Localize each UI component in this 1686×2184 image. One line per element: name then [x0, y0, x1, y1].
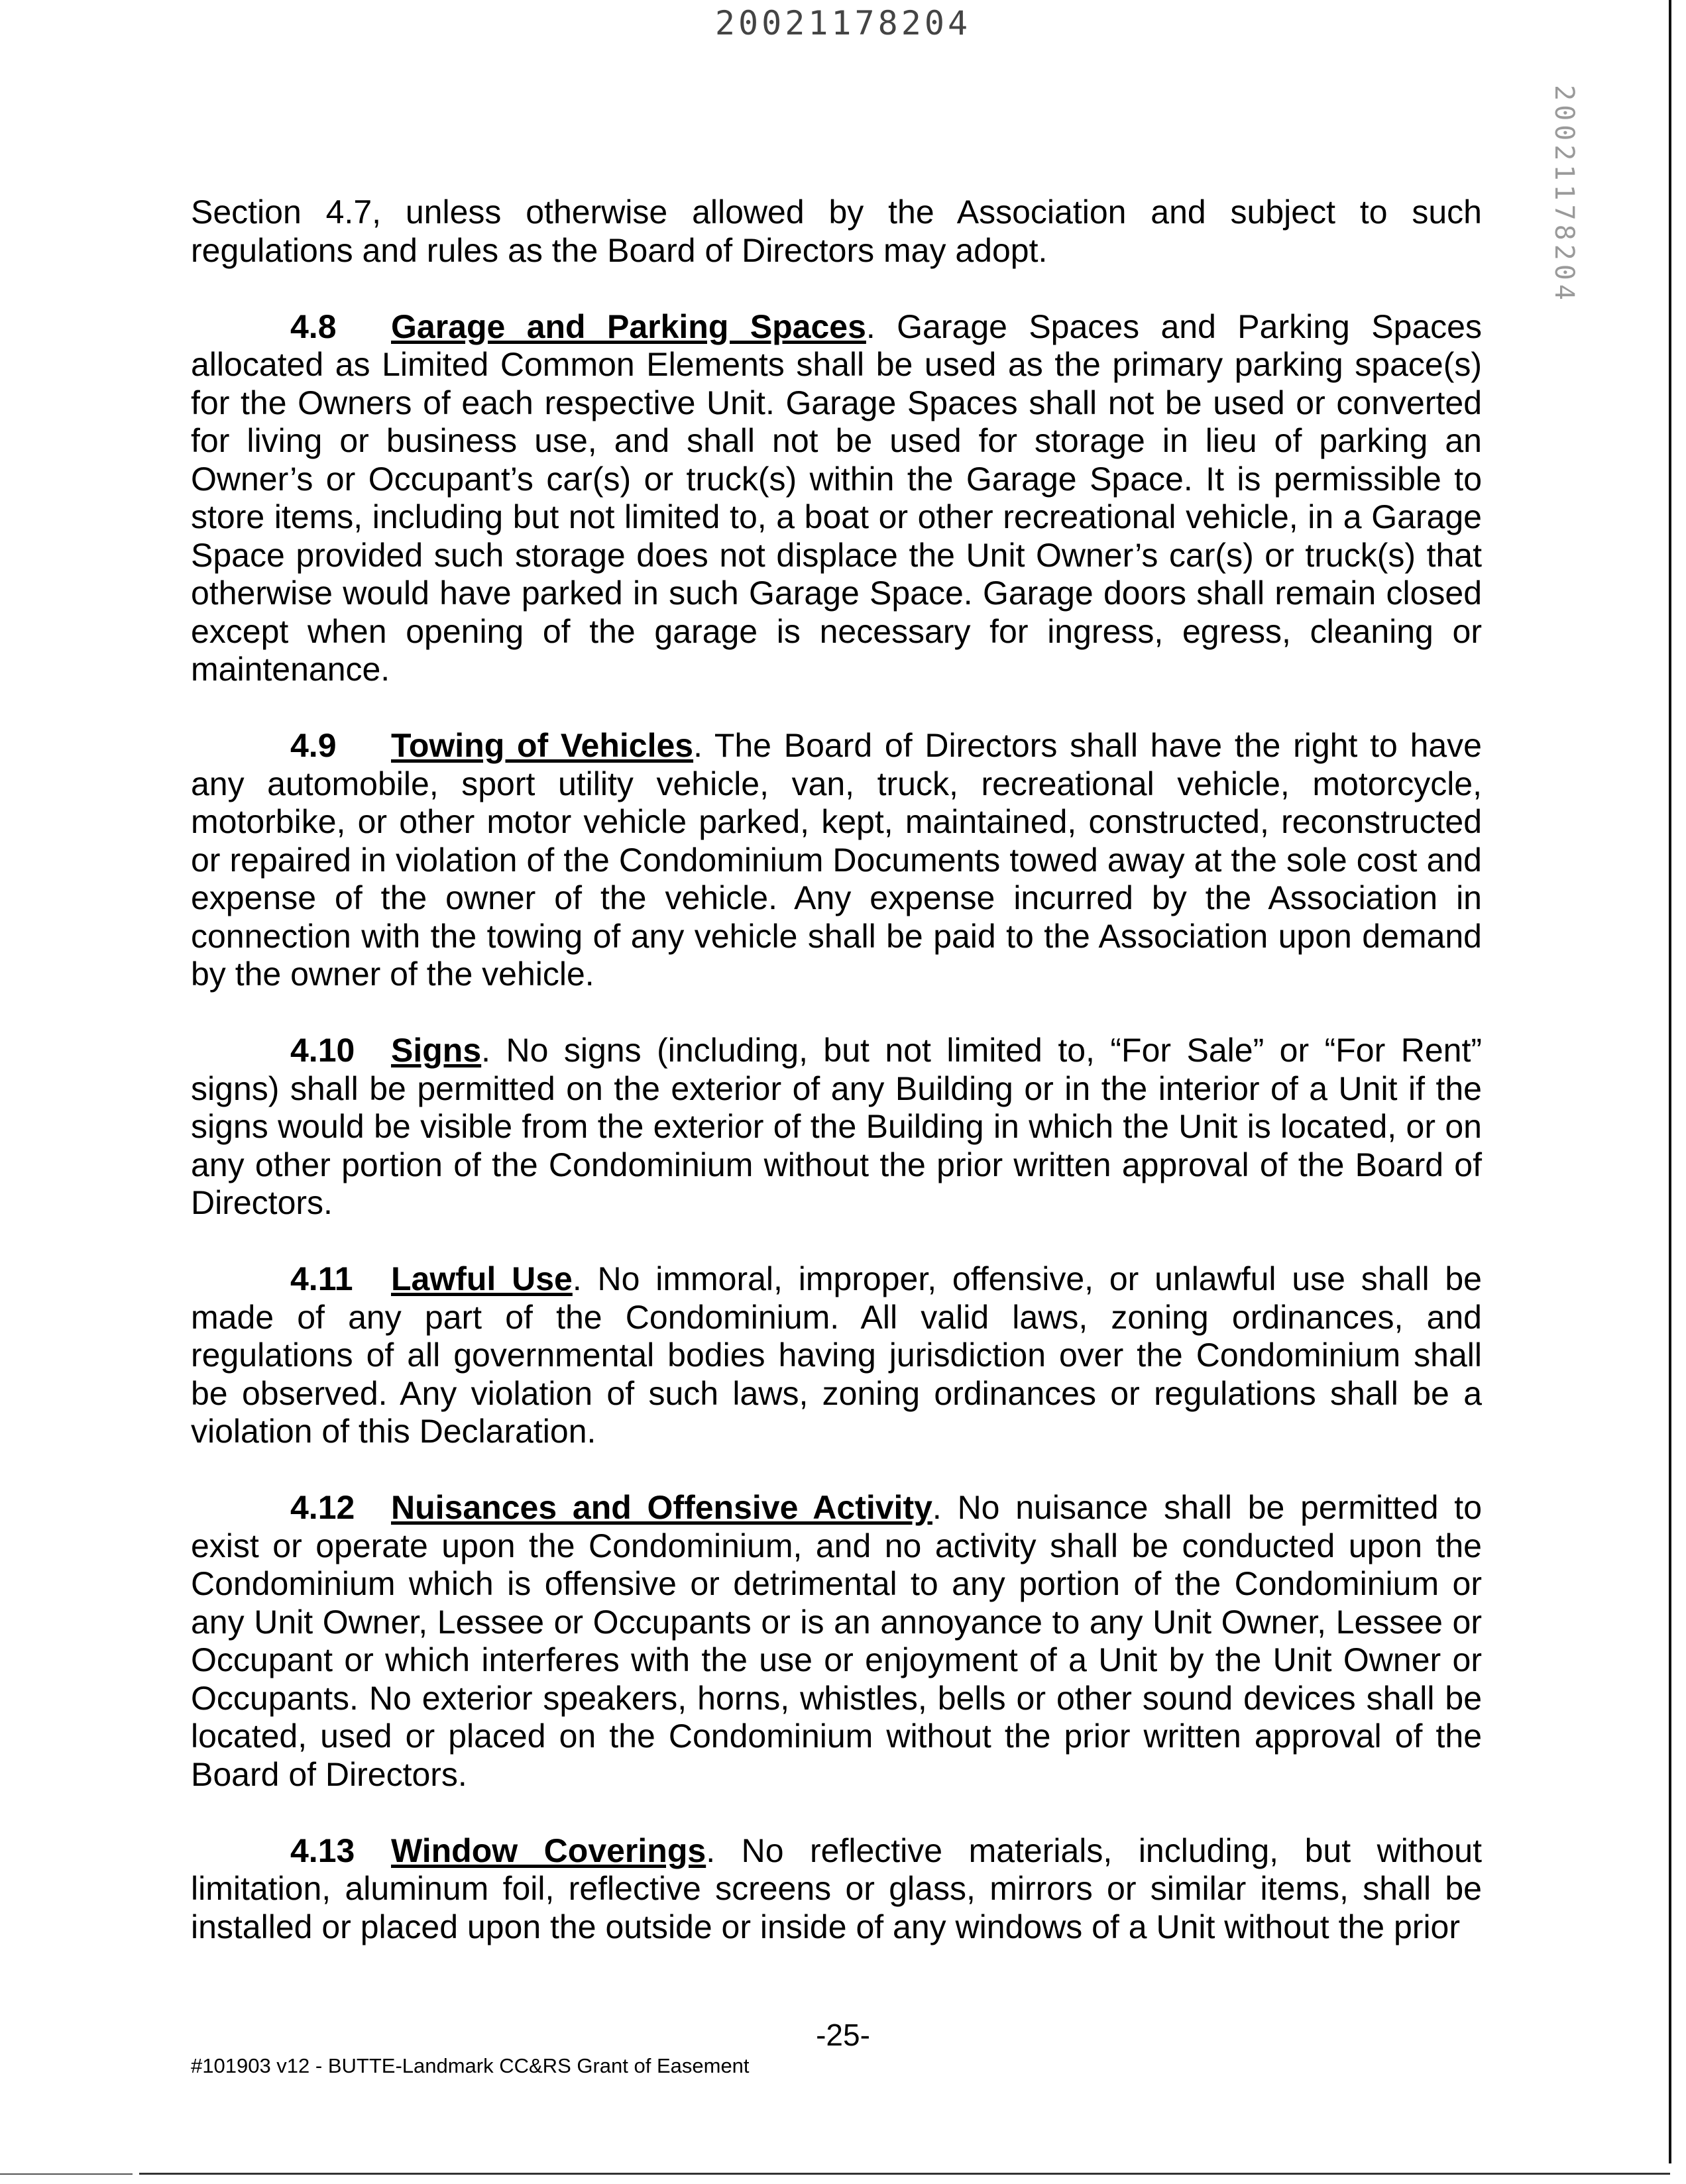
side-stamp [1524, 80, 1604, 304]
document-body [191, 193, 1482, 1985]
section-title: Window Coverings [391, 1831, 706, 1869]
section-title: Garage and Parking Spaces [391, 307, 866, 345]
document-number: 20021178204 [714, 4, 972, 42]
section-title: Lawful Use [391, 1260, 573, 1297]
page-number: -25- [816, 2018, 870, 2052]
section-number: 4.8 [290, 307, 337, 345]
section-title: Signs [391, 1032, 482, 1069]
section-text: . No signs (including, but not limited to, “For Sale” or “For Rent” signs) shall be permitted on the exterior of any Building or in the interior of a Unit if the signs would be visible from the exterior of the Building in which the Unit is located, or on any other portion of the Condominium without the prior written approval of the Board of Directors. [191, 1032, 1482, 1221]
section-number: 4.10 [290, 1032, 355, 1069]
section-4-11 [191, 1260, 1482, 1451]
bottom-rule-left [0, 2173, 133, 2175]
section-title: Nuisances and Offensive Activity [391, 1489, 932, 1526]
section-number: 4.11 [290, 1260, 353, 1297]
section-4-12 [191, 1489, 1482, 1794]
section-number: 4.13 [290, 1831, 355, 1869]
section-number: 4.12 [290, 1489, 355, 1526]
footer-document-id: #101903 v12 - BUTTE-Landmark CC&RS Grant of Easement [191, 2054, 750, 2077]
section-number: 4.9 [290, 727, 337, 764]
section-text: . No immoral, improper, offensive, or unlawful use shall be made of any part of the Condominium. All valid laws, zoning ordinances, and regulations of all governmental bodies having jurisdiction over the Condominium shall be observed. Any violation of such laws, zoning ordinances or regulations shall be a violation of this Declaration. [191, 1260, 1482, 1450]
section-4-9 [191, 727, 1482, 994]
right-margin-rule [1669, 0, 1671, 2163]
section-4-8 [191, 308, 1482, 689]
section-text: . No reflective materials, including, but without limitation, aluminum foil, reflective screens or glass, mirrors or similar items, shall be installed or placed upon the outside or inside of any windows of a Unit without the prior [191, 1831, 1483, 1945]
bottom-rule [139, 2173, 1670, 2175]
side-stamp-text: 20021178204 [1549, 85, 1579, 304]
section-text: . No nuisance shall be permitted to exist or operate upon the Condominium, and no activity shall be conducted upon the Condominium which is offensive or detrimental to any portion of the Condominium or any Unit Owner, Lessee or Occupants or is an annoyance to any Unit Owner, Lessee or Occupant or which interferes with the use or enjoyment of a Unit by the Unit Owner or Occupants. No exterior speakers, horns, whistles, bells or other sound devices shall be located, used or placed on the Condominium without the prior written approval of the Board of Directors. [191, 1489, 1483, 1793]
section-text: . The Board of Directors shall have the right to have any automobile, sport utility vehicle, van, truck, recreational vehicle, motorcycle, motorbike, or other motor vehicle parked, kept, maintained, constructed, reconstructed or repaired in violation of the Condominium Documents towed away at the sole cost and expense of the owner of the vehicle. Any expense incurred by the Association in connection with the towing of any vehicle shall be paid to the Association upon demand by the owner of the vehicle. [191, 727, 1482, 993]
intro-paragraph: Section 4.7, unless otherwise allowed by the Association and subject to such regulations and rules as the Board of Directors may adopt. [191, 193, 1482, 269]
section-title: Towing of Vehicles [391, 727, 694, 764]
section-text: . Garage Spaces and Parking Spaces allocated as Limited Common Elements shall be used as the primary parking space(s) for the Owners of each respective Unit. Garage Spaces shall not be used or converted for living or business use, and shall not be used for storage in lieu of parking an Owner’s or Occupant’s car(s) or truck(s) within the Garage Space. It is permissible to store items, including but not limited to, a boat or other recreational vehicle, in a Garage Space provided such storage does not displace the Unit Owner’s car(s) or truck(s) that otherwise would have parked in such Garage Space. Garage doors shall remain closed except when opening of the garage is necessary for ingress, egress, cleaning or maintenance. [191, 307, 1482, 688]
section-4-13 [191, 1832, 1482, 1947]
section-4-10 [191, 1032, 1482, 1223]
